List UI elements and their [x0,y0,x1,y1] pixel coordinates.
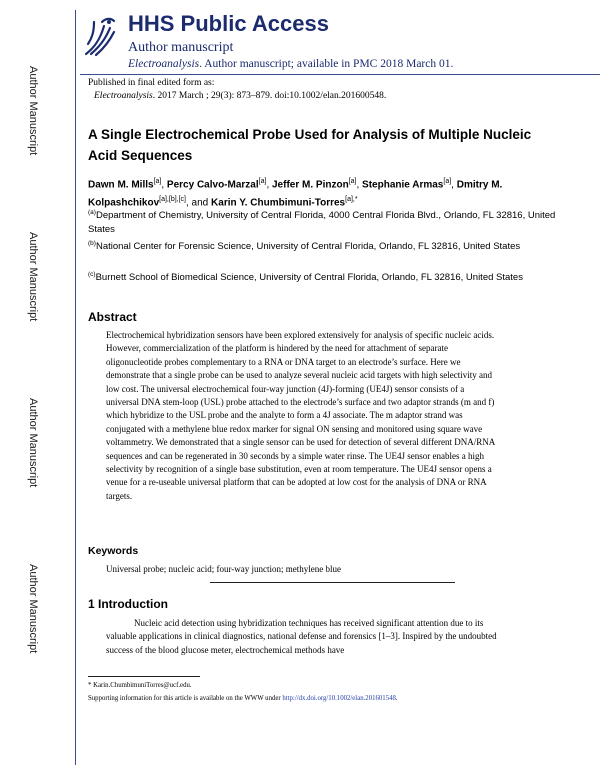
journal-name: Electroanalysis [128,58,200,70]
supporting-info-note: Supporting information for this article is available on the WWW under http://dx.doi.org/10.1002/elan.201601548. [88,695,398,702]
keywords-text: Universal probe; nucleic acid; four-way junction; methylene blue [106,564,341,574]
supporting-info-link[interactable]: http://dx.doi.org/10.1002/elan.201601548 [282,695,396,702]
divider [210,582,455,583]
author-name: Jeffer M. Pinzon [272,179,349,191]
published-label: Published in final edited form as: [88,78,215,88]
article-title: A Single Electrochemical Probe Used for Analysis of Multiple Nucleic Acid Sequences [88,127,532,163]
hhs-title: HHS Public Access [128,11,329,36]
abstract-text: Electrochemical hybridization sensors have been explored extensively for analysis of specific nucleic acids. However, commercialization of the platform is hindered by the need for attachment of separate oligonucleotide probes complementary to a RNA or DNA target to an electrode’s surface. Here we demonstrate that a single probe can be used to analyze several nucleic acid targets with high selectivity and low cost. The universal electrochemical four-way junction (4J)-forming (UE4J) sensor consists of a universal DNA stem-loop (USL) probe attached to the electrode’s surface and two adaptor strands (m and f) which hybridize to the USL probe and the analyte to form a 4J associate. The m adaptor strand was conjugated with a methylene blue redox marker for signal ON sensing and monitored using square wave voltammetry. We demonstrated that a single sensor can be used for detection of several different DNA/RNA sequences and can be regenerated in 30 seconds by a simple water rinse. The UE4J sensor enables a high selectivity by recognition of a single base substitution, even at room temperature. The UE4J sensor opens a venue for a re-useable universal platform that can be adopted at low cost for the analysis of DNA or RNA targets. [106,330,495,501]
header-rule [80,74,600,75]
affiliation: $^{(c)}$Burnett School of Biomedical Science, University of Central Florida, Orlando, FL 32816, United States [88,271,523,284]
abstract-heading: Abstract [88,310,137,324]
corresponding-email: * Karin.ChumbimuniTorres@ucf.edu. [88,682,192,689]
author-list: Dawn M. Mills[a], Percy Calvo-Marzal[a], Jeffer M. Pinzon[a], Stephanie Armas[a], Dmitry M. Kolpashchikov[a],[b],[c], and Karin Y. Chumbimuni-Torres$^{[a],*}$ [88,178,503,209]
author-name: Karin Y. Chumbimuni-Torres [211,197,346,209]
affiliation: $^{(b)}$National Center for Forensic Science, University of Central Florida, Orlando, FL 32816, United States [88,240,521,253]
author-name: Percy Calvo-Marzal [166,179,259,191]
affiliation: $^{(a)}$Department of Chemistry, University of Central Florida, 4000 Central Florida Blvd., Orlando, FL 32816, United States [88,209,556,236]
introduction-heading: 1 Introduction [88,597,168,611]
hhs-eagle-logo-icon [82,14,118,58]
author-name: Dmitry M. Kolpashchikov [88,179,503,209]
citation: Electroanalysis. 2017 March ; 29(3): 873–879. doi:10.1002/elan.201600548. [94,91,387,101]
keywords-heading: Keywords [88,545,139,557]
availability-line: Electroanalysis. Author manuscript; available in PMC 2018 March 01. [128,58,454,70]
margin-rule [75,10,76,765]
footnote-rule [88,676,200,677]
introduction-text: Nucleic acid detection using hybridization techniques has received significant attention due to its valuable applications in clinical diagnostics, national defense and forensics [1–3]. Inspired by the undoubted success of the blood glucose meter, electrochemical methods have [106,618,497,655]
author-name: Stephanie Armas [362,179,444,191]
author-name: Dawn M. Mills [88,179,154,191]
manuscript-label: Author manuscript [128,40,234,55]
